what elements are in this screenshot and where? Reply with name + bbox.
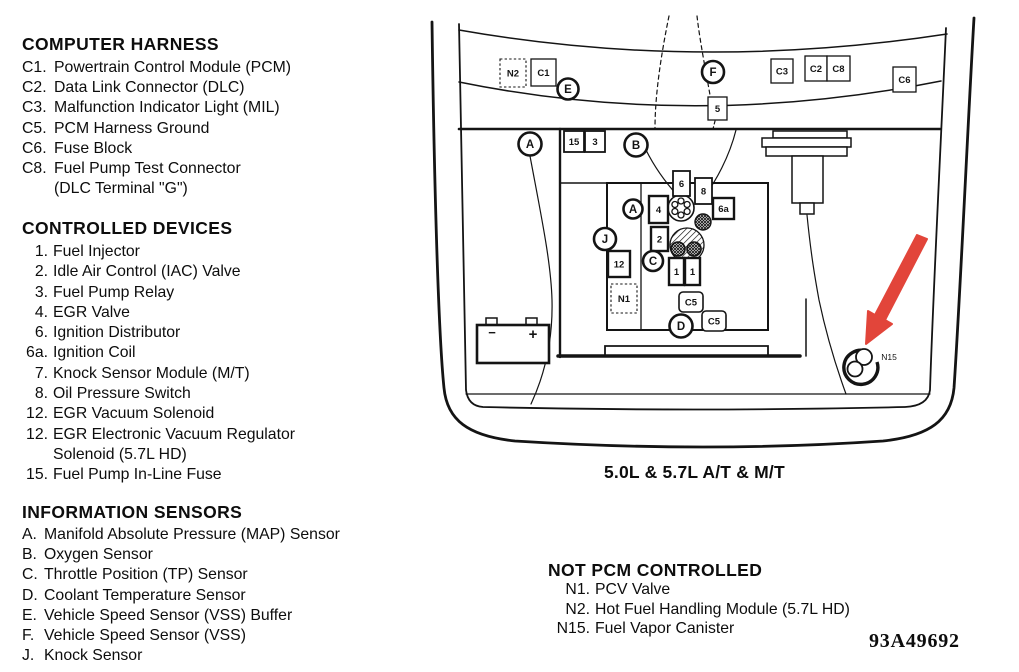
callout-label: 1 — [673, 266, 680, 278]
legend-item — [22, 364, 295, 384]
legend-item-text: Idle Air Control (IAC) Valve — [53, 263, 241, 281]
legend-item-text: Coolant Temperature Sensor — [44, 586, 246, 604]
callout-label: 6a — [718, 203, 729, 215]
section-not-pcm-controlled — [548, 560, 850, 639]
legend-item — [22, 139, 291, 159]
master-cylinder-assembly — [762, 131, 851, 214]
component-callout-12 — [608, 251, 630, 277]
figure-code: 93A49692 — [869, 630, 960, 652]
legend-item-number: C6. — [22, 139, 47, 157]
legend-item — [22, 404, 295, 424]
component-callout-15 — [564, 131, 584, 152]
legend-item-number: J. — [22, 647, 35, 665]
legend-item-text: PCV Valve — [595, 581, 671, 598]
legend-item — [22, 525, 340, 545]
callout-label: 15 — [568, 136, 580, 148]
callout-label: N1 — [617, 293, 631, 305]
highlight-arrow — [866, 235, 927, 344]
legend-item-text: Vehicle Speed Sensor (VSS) Buffer — [44, 606, 293, 624]
section-controlled-devices — [22, 218, 295, 486]
callout-label: 12 — [613, 259, 625, 271]
computer-harness-list — [22, 58, 291, 199]
callout-label: 8 — [700, 186, 707, 198]
component-callout-1 — [669, 258, 684, 285]
legend-item — [22, 626, 340, 646]
legend-item — [22, 565, 340, 585]
information-sensors-list — [22, 525, 340, 666]
callout-label: C6 — [898, 74, 911, 86]
computer-harness-heading: COMPUTER HARNESS — [22, 34, 219, 54]
legend-item — [22, 159, 291, 179]
sensor-callout-C — [643, 251, 663, 271]
component-callout-C5 — [679, 292, 703, 312]
section-computer-harness — [22, 34, 291, 199]
distributor-cap — [668, 195, 694, 221]
component-callout-2 — [651, 227, 668, 251]
legend-item-text: Fuel Pump In-Line Fuse — [53, 466, 222, 484]
legend-item-number: C5. — [22, 119, 47, 137]
legend-item-text: Ignition Distributor — [53, 324, 181, 342]
sensor-callout-E — [558, 79, 579, 100]
legend-item-number: 8. — [34, 385, 48, 403]
callout-label: B — [631, 140, 641, 153]
callout-label: A — [628, 204, 638, 217]
legend-item-number: C2. — [22, 79, 47, 97]
legend-item-number: 15. — [26, 466, 48, 484]
legend-item — [22, 58, 291, 78]
cowl-curve-upper — [459, 30, 947, 52]
legend-item — [548, 600, 850, 620]
legend-item-text: Fuel Pump Test Connector — [54, 160, 241, 178]
callout-label: N2 — [506, 68, 520, 80]
sensor-callout-A — [519, 133, 542, 156]
legend-item — [22, 283, 295, 303]
legend-item-number: 2. — [34, 263, 48, 281]
legend-item-number: C1. — [22, 59, 47, 76]
legend-item — [22, 98, 291, 118]
component-callout-C6 — [893, 67, 916, 92]
callout-label: 6 — [678, 178, 685, 190]
legend-item-number: F. — [22, 627, 35, 645]
component-callout-3 — [585, 131, 605, 152]
legend-item-text: Ignition Coil — [53, 344, 136, 362]
callout-label: − — [488, 325, 496, 340]
fuel-vapor-canister-symbol — [844, 349, 878, 384]
diagram-caption: 5.0L & 5.7L A/T & M/T — [604, 462, 785, 482]
legend-item-number: B. — [22, 546, 37, 564]
component-callout-C5 — [702, 311, 726, 331]
legend-item-text: Data Link Connector (DLC) — [54, 79, 245, 97]
ignition-coil-symbol — [695, 214, 711, 230]
legend-item-text: Hot Fuel Handling Module (5.7L HD) — [595, 600, 850, 618]
callout-label: C5 — [707, 316, 721, 328]
component-callout-8 — [695, 178, 712, 204]
callout-label: 1 — [689, 266, 696, 278]
legend-item-number: C. — [22, 566, 38, 584]
legend-item — [22, 545, 340, 565]
legend-item-text: Knock Sensor — [44, 647, 143, 665]
legend-item — [22, 242, 295, 262]
legend-item-text: Fuse Block — [54, 139, 133, 157]
callout-label: C8 — [832, 63, 845, 75]
legend-item-text: EGR Valve — [53, 303, 130, 321]
callout-label: C1 — [537, 67, 550, 79]
legend-item-number: N15. — [556, 620, 590, 638]
legend-item — [22, 586, 340, 606]
legend-item — [22, 119, 291, 139]
component-callout-C8 — [827, 56, 850, 81]
legend-item-text: Oil Pressure Switch — [53, 385, 191, 403]
legend-item-text: Fuel Vapor Canister — [595, 620, 735, 638]
callout-label: + — [528, 326, 538, 343]
not-pcm-controlled-list — [548, 580, 850, 639]
legend-item — [22, 606, 340, 626]
legend-item-text: Knock Sensor Module (M/T) — [53, 364, 250, 382]
component-callout-6 — [673, 171, 690, 196]
callout-label: F — [709, 67, 717, 80]
callout-label: 4 — [655, 204, 662, 216]
legend-item-number: 12. — [26, 405, 48, 423]
callout-label: E — [564, 84, 572, 97]
callout-label: C3 — [775, 66, 789, 78]
legend-item-number: 7. — [34, 364, 48, 382]
component-callout-C2 — [805, 56, 827, 81]
legend-item-text: Fuel Pump Relay — [53, 283, 175, 301]
legend-item-number: 1. — [34, 243, 48, 260]
legend-item — [22, 465, 295, 485]
legend-item-number: 4. — [34, 303, 48, 321]
harness-dashed-left — [655, 16, 669, 128]
component-callout-4 — [649, 196, 668, 223]
legend-item-text: Fuel Injector — [53, 243, 140, 260]
controlled-devices-heading: CONTROLLED DEVICES — [22, 218, 233, 238]
sensor-callout-F — [702, 61, 724, 83]
legend-item — [22, 445, 295, 465]
component-callout-1 — [685, 258, 700, 285]
legend-item-text: EGR Electronic Vacuum Regulator — [53, 425, 296, 443]
component-callout-N1 — [611, 284, 637, 313]
component-callout-C1 — [531, 59, 556, 86]
legend-item — [22, 343, 295, 363]
legend-item-number: 3. — [34, 283, 48, 301]
legend-item-text: Powertrain Control Module (PCM) — [54, 59, 292, 76]
legend-item-number — [22, 445, 48, 465]
legend-item-number: A. — [22, 526, 37, 543]
legend-item-text: PCM Harness Ground — [54, 119, 210, 137]
legend-item-text: Solenoid (5.7L HD) — [53, 445, 187, 463]
legend-item-text: Vehicle Speed Sensor (VSS) — [44, 627, 246, 645]
sensor-callout-D — [670, 315, 693, 338]
legend-item — [22, 384, 295, 404]
legend-item-text: (DLC Terminal "G") — [54, 180, 188, 198]
callout-label: J — [601, 234, 609, 247]
legend-item — [22, 646, 340, 666]
legend-item — [22, 303, 295, 323]
legend-item — [22, 323, 295, 343]
not-pcm-controlled-heading: NOT PCM CONTROLLED — [548, 560, 763, 580]
legend-item-number: 12. — [26, 425, 48, 443]
controlled-devices-list — [22, 242, 295, 486]
legend-item-number: N1. — [565, 581, 590, 598]
section-information-sensors — [22, 502, 340, 666]
sensor-callout-J — [594, 228, 616, 250]
callout-label: 3 — [592, 136, 598, 148]
legend-item-text: Throttle Position (TP) Sensor — [44, 566, 248, 584]
callout-label: N15 — [881, 352, 897, 362]
injector-port-right — [687, 242, 701, 256]
wire-booster-down — [807, 215, 846, 394]
legend-item-number: N2. — [565, 600, 590, 618]
legend-item-number: C8. — [22, 160, 47, 178]
sensor-callout-B — [625, 134, 648, 157]
legend-item-number: E. — [22, 606, 37, 624]
legend-item — [548, 580, 850, 600]
legend-item-text: Malfunction Indicator Light (MIL) — [54, 99, 280, 117]
component-callout-N2 — [500, 59, 526, 87]
legend-item-text: EGR Vacuum Solenoid — [53, 405, 215, 423]
injector-port-left — [671, 242, 685, 256]
legend-item — [22, 78, 291, 98]
callout-label: 2 — [656, 234, 663, 246]
callout-label: C — [648, 256, 658, 269]
legend-item-number: C3. — [22, 99, 47, 117]
legend-item-number: 6. — [34, 324, 48, 342]
legend-item — [22, 179, 291, 199]
legend-item — [22, 262, 295, 282]
callout-label: C2 — [809, 63, 823, 75]
callout-label: 5 — [714, 103, 721, 115]
legend-item — [548, 619, 850, 639]
component-callout-5 — [708, 97, 727, 120]
information-sensors-heading: INFORMATION SENSORS — [22, 502, 243, 522]
callout-label: A — [525, 139, 535, 152]
component-callout-C3 — [771, 59, 793, 83]
legend-item-text: Manifold Absolute Pressure (MAP) Sensor — [44, 526, 340, 543]
legend-item-number: 6a. — [26, 344, 48, 362]
legend-item — [22, 425, 295, 445]
legend-item-number: D. — [22, 586, 38, 604]
callout-label: C5 — [684, 297, 698, 309]
legend-item-number — [22, 179, 49, 199]
wire-left-fender — [530, 156, 552, 404]
legend-item-text: Oxygen Sensor — [44, 546, 153, 564]
component-callout-6a — [713, 198, 734, 219]
sensor-callout-A — [624, 200, 643, 219]
callout-label: D — [676, 321, 686, 334]
